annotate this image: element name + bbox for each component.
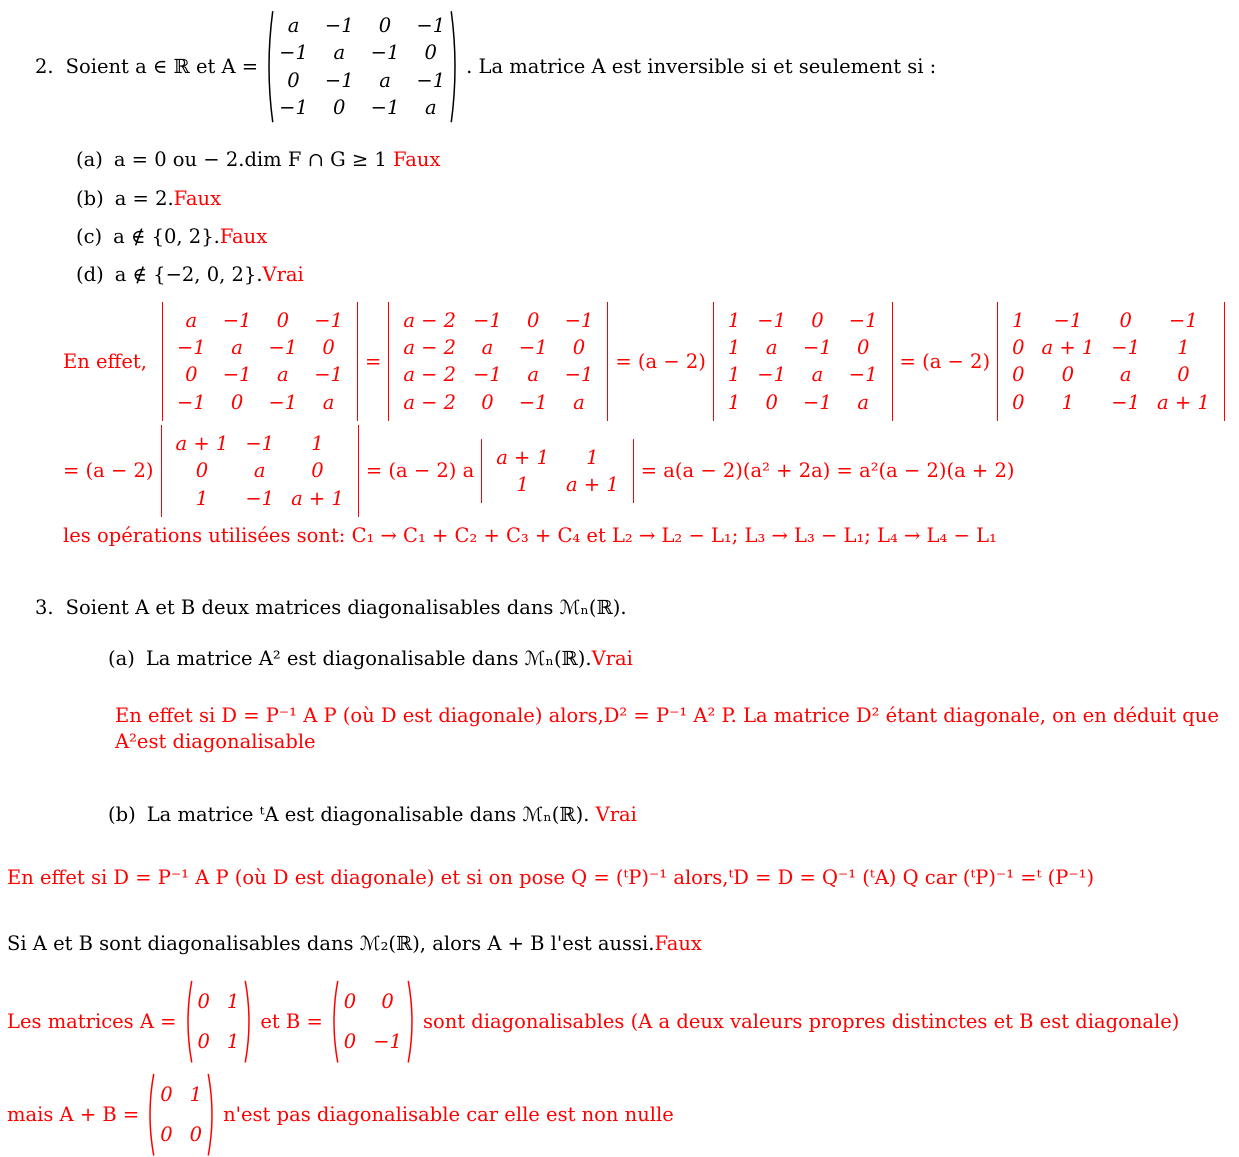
matrix-cell: a bbox=[322, 390, 335, 414]
matrix-cell: −1 bbox=[803, 336, 832, 360]
matrix-cell: −1 bbox=[473, 363, 502, 387]
proof-lead: En effet, bbox=[63, 349, 147, 373]
matrix-cell: 0 bbox=[311, 459, 324, 483]
counterexample-mid: et B = bbox=[260, 1009, 323, 1033]
choice-label: (c) bbox=[76, 225, 103, 249]
matrix-cell: 0 bbox=[322, 336, 335, 360]
determinant-1 bbox=[162, 302, 358, 421]
choice-text: La matrice ᵗA est diagonalisable dans ℳₙ(ℝ). bbox=[146, 802, 596, 826]
matrix-grid bbox=[171, 428, 349, 514]
determinant-3 bbox=[713, 302, 893, 421]
choice-label: (a) bbox=[108, 646, 135, 670]
operations-note: les opérations utilisées sont: C₁ → C₁ + C₂ + C₃ + C₄ et L₂ → L₂ − L₁; L₃ → L₃ − L₁; L₄ → L₄ − L₁ bbox=[63, 524, 997, 548]
matrix-cell: −1 bbox=[564, 308, 594, 332]
q3-choice-b bbox=[108, 802, 1239, 827]
matrix-cell: a + 1 bbox=[1157, 390, 1210, 414]
matrix-A-2x2 bbox=[183, 980, 255, 1063]
counterexample-line-2 bbox=[7, 1073, 1239, 1156]
matrix-cell: a − 2 bbox=[403, 363, 457, 387]
explanation-a: En effet si D = P⁻¹ A P (où D est diagonale) alors,D² = P⁻¹ A² P. La matrice D² étant diagonale, on en déduit que A²est diagonalisable bbox=[115, 704, 1219, 753]
matrix-cell: −1 bbox=[268, 336, 298, 360]
matrix-cell: −1 bbox=[373, 1029, 402, 1053]
matrix-cell: a bbox=[481, 336, 494, 360]
choice-b bbox=[76, 186, 1239, 211]
matrix-A bbox=[264, 10, 460, 123]
question-intro-text: Soient a ∈ ℝ et A = bbox=[65, 55, 259, 79]
left-paren-icon bbox=[264, 10, 274, 123]
matrix-cell: a bbox=[857, 390, 869, 414]
matrix-cell: a bbox=[231, 336, 243, 360]
determinant-2 bbox=[388, 302, 608, 421]
determinant-6 bbox=[481, 439, 634, 504]
choice-text: La matrice A² est diagonalisable dans ℳₙ(ℝ). bbox=[145, 646, 592, 670]
left-paren-icon bbox=[145, 1073, 155, 1156]
verdict: Faux bbox=[393, 148, 441, 172]
matrix-cell: −1 bbox=[268, 390, 298, 414]
matrix-grid bbox=[274, 10, 450, 123]
matrix-cell: a + 1 bbox=[291, 486, 344, 510]
matrix-B-2x2 bbox=[329, 980, 417, 1063]
matrix-grid bbox=[155, 1073, 207, 1156]
counterexample-pre: Les matrices A = bbox=[7, 1009, 177, 1033]
matrix-cell: a bbox=[379, 68, 391, 92]
equals-sign: = bbox=[364, 349, 382, 373]
matrix-cell: 1 bbox=[189, 1083, 203, 1107]
matrix-grid bbox=[193, 980, 245, 1063]
matrix-cell: a bbox=[573, 390, 585, 414]
matrix-cell: 0 bbox=[527, 308, 540, 332]
matrix-cell: 0 bbox=[333, 96, 346, 120]
matrix-cell: −1 bbox=[518, 390, 548, 414]
right-paren-icon bbox=[244, 980, 254, 1063]
sum-post: n'est pas diagonalisable car elle est non nulle bbox=[223, 1103, 674, 1127]
matrix-cell: 0 bbox=[185, 363, 198, 387]
matrix-cell: −1 bbox=[1169, 308, 1198, 332]
right-paren-icon bbox=[450, 10, 460, 123]
matrix-cell: −1 bbox=[1111, 336, 1141, 360]
matrix-cell: −1 bbox=[279, 96, 308, 120]
matrix-cell: −1 bbox=[245, 432, 275, 456]
factor-term: = (a − 2) bbox=[63, 459, 154, 483]
matrix-cell: 0 bbox=[424, 41, 437, 65]
matrix-cell: −1 bbox=[324, 14, 354, 37]
verdict: Faux bbox=[173, 186, 222, 210]
verdict: Vrai bbox=[591, 646, 633, 670]
choice-label: (b) bbox=[76, 186, 104, 210]
matrix-cell: 0 bbox=[276, 308, 290, 332]
explanation-b: En effet si D = P⁻¹ A P (où D est diagonale) et si on pose Q = (ᵗP)⁻¹ alors,ᵗD = D = Q⁻¹ (ᵗA) Q car (ᵗP)⁻¹ =ᵗ (P⁻¹) bbox=[7, 866, 1095, 890]
choice-text: a = 0 ou − 2.dim F ∩ G ≥ 1 bbox=[113, 148, 394, 172]
matrix-cell: 0 bbox=[197, 1029, 210, 1053]
matrix-cell: −1 bbox=[564, 363, 594, 387]
matrix-cell: 0 bbox=[1177, 363, 1190, 387]
verdict: Faux bbox=[654, 931, 702, 955]
matrix-cell: −1 bbox=[416, 68, 446, 92]
matrix-cell: 1 bbox=[1012, 308, 1025, 332]
choice-text: a ∉ {0, 2}. bbox=[113, 225, 220, 249]
matrix-cell: 0 bbox=[765, 390, 778, 414]
matrix-cell: 1 bbox=[1177, 336, 1190, 360]
matrix-cell: 0 bbox=[195, 459, 209, 483]
matrix-cell: 0 bbox=[1012, 363, 1025, 387]
matrix-cell: 0 bbox=[1012, 390, 1025, 414]
matrix-cell: a bbox=[811, 363, 824, 387]
choice-a bbox=[76, 147, 1239, 172]
matrix-cell: 1 bbox=[226, 1029, 240, 1053]
matrix-grid bbox=[723, 305, 883, 418]
matrix-cell: 1 bbox=[1061, 390, 1075, 414]
q3-statement-c bbox=[7, 931, 1239, 956]
matrix-cell: 0 bbox=[160, 1083, 173, 1107]
statement-text: Si A et B sont diagonalisables dans ℳ₂(ℝ), alors A + B l'est aussi. bbox=[7, 931, 655, 955]
question-statement: . La matrice A est inversible si et seulement si : bbox=[466, 55, 937, 79]
right-paren-icon bbox=[207, 1073, 217, 1156]
matrix-cell: 0 bbox=[856, 336, 870, 360]
matrix-cell: −1 bbox=[176, 390, 206, 414]
matrix-cell: 1 bbox=[311, 432, 324, 456]
counterexample-post: sont diagonalisables (A a deux valeurs propres distinctes et B est diagonale) bbox=[422, 1009, 1180, 1033]
matrix-cell: a bbox=[185, 308, 198, 332]
matrix-cell: −1 bbox=[1111, 390, 1141, 414]
question-intro-text: Soient A et B deux matrices diagonalisables dans ℳₙ(ℝ). bbox=[65, 595, 627, 619]
question-2-intro bbox=[35, 10, 1239, 123]
matrix-grid bbox=[398, 305, 598, 418]
matrix-cell: a + 1 bbox=[1041, 336, 1095, 360]
matrix-cell: 0 bbox=[381, 990, 394, 1014]
matrix-cell: a bbox=[253, 459, 266, 483]
matrix-cell: −1 bbox=[473, 308, 502, 332]
proof-line-2 bbox=[63, 425, 1239, 517]
matrix-cell: a − 2 bbox=[403, 390, 457, 414]
matrix-cell: a bbox=[1119, 363, 1132, 387]
matrix-cell: a + 1 bbox=[565, 473, 619, 497]
matrix-cell: a bbox=[287, 14, 300, 37]
matrix-cell: 1 bbox=[727, 308, 741, 332]
document-page bbox=[0, 10, 1239, 1147]
matrix-cell: a − 2 bbox=[403, 336, 457, 360]
matrix-cell: 0 bbox=[160, 1123, 173, 1147]
matrix-cell: −1 bbox=[518, 336, 548, 360]
matrix-cell: 1 bbox=[727, 363, 741, 387]
choice-label: (d) bbox=[76, 263, 104, 287]
matrix-cell: −1 bbox=[416, 14, 446, 37]
proof-line-1 bbox=[63, 302, 1239, 421]
verdict: Vrai bbox=[262, 263, 304, 287]
sum-pre: mais A + B = bbox=[7, 1103, 140, 1127]
matrix-cell: a bbox=[527, 363, 540, 387]
matrix-cell: 0 bbox=[378, 14, 392, 37]
answer-choices bbox=[76, 147, 1239, 287]
left-paren-icon bbox=[183, 980, 193, 1063]
determinant-5 bbox=[161, 425, 359, 517]
matrix-cell: 0 bbox=[287, 68, 300, 92]
matrix-cell: −1 bbox=[279, 41, 308, 65]
matrix-cell: 1 bbox=[586, 445, 599, 469]
matrix-cell: −1 bbox=[848, 308, 878, 332]
matrix-cell: 0 bbox=[481, 390, 494, 414]
matrix-cell: −1 bbox=[222, 308, 252, 332]
matrix-cell: −1 bbox=[803, 390, 832, 414]
choice-text: a = 2. bbox=[114, 186, 174, 210]
matrix-cell: −1 bbox=[1053, 308, 1083, 332]
factor-term: = (a − 2) a bbox=[365, 459, 475, 483]
factor-term: = (a − 2) bbox=[899, 349, 991, 373]
matrix-cell: 0 bbox=[1061, 363, 1075, 387]
matrix-cell: a + 1 bbox=[496, 445, 549, 469]
matrix-cell: 1 bbox=[516, 473, 529, 497]
left-paren-icon bbox=[329, 980, 339, 1063]
matrix-cell: 0 bbox=[230, 390, 244, 414]
matrix-cell: −1 bbox=[757, 308, 787, 332]
matrix-cell: −1 bbox=[757, 363, 787, 387]
matrix-cell: 0 bbox=[343, 990, 357, 1014]
final-factorization: = a(a − 2)(a² + 2a) = a²(a − 2)(a + 2) bbox=[640, 459, 1015, 483]
verdict: Faux bbox=[219, 225, 268, 249]
matrix-cell: 0 bbox=[572, 336, 586, 360]
matrix-cell: 1 bbox=[226, 990, 240, 1014]
matrix-cell: a bbox=[333, 41, 346, 65]
factor-term: = (a − 2) bbox=[615, 349, 706, 373]
matrix-cell: 1 bbox=[727, 336, 741, 360]
matrix-cell: −1 bbox=[314, 308, 343, 332]
verdict: Vrai bbox=[595, 802, 637, 826]
matrix-cell: a bbox=[765, 336, 778, 360]
matrix-cell: 0 bbox=[1119, 308, 1132, 332]
question-3-intro bbox=[35, 595, 1239, 620]
choice-d bbox=[76, 262, 1239, 287]
matrix-cell: −1 bbox=[848, 363, 878, 387]
matrix-cell: a bbox=[277, 363, 289, 387]
choice-label: (b) bbox=[108, 802, 136, 826]
right-paren-icon bbox=[407, 980, 417, 1063]
matrix-cell: 1 bbox=[195, 486, 209, 510]
matrix-cell: −1 bbox=[314, 363, 343, 387]
counterexample-line-1 bbox=[7, 980, 1239, 1063]
matrix-cell: −1 bbox=[324, 68, 354, 92]
matrix-cell: 0 bbox=[189, 1123, 203, 1147]
matrix-grid bbox=[339, 980, 407, 1063]
matrix-cell: 0 bbox=[197, 990, 210, 1014]
matrix-cell: a + 1 bbox=[175, 432, 229, 456]
matrix-grid bbox=[172, 305, 348, 418]
matrix-grid bbox=[491, 442, 624, 501]
matrix-cell: 1 bbox=[727, 390, 741, 414]
q3-choice-a bbox=[108, 646, 1239, 671]
matrix-cell: −1 bbox=[370, 41, 400, 65]
matrix-cell: −1 bbox=[222, 363, 252, 387]
determinant-4 bbox=[997, 302, 1225, 421]
matrix-cell: 0 bbox=[1012, 336, 1025, 360]
matrix-cell: −1 bbox=[245, 486, 275, 510]
matrix-cell: −1 bbox=[370, 96, 400, 120]
question-number: 3. bbox=[35, 595, 54, 619]
matrix-grid bbox=[1007, 305, 1215, 418]
choice-label: (a) bbox=[76, 148, 103, 172]
matrix-cell: 0 bbox=[343, 1029, 357, 1053]
choice-text: a ∉ {−2, 0, 2}. bbox=[114, 263, 263, 287]
matrix-cell: a bbox=[424, 96, 437, 120]
choice-c bbox=[76, 224, 1239, 249]
matrix-cell: 0 bbox=[811, 308, 824, 332]
matrix-cell: −1 bbox=[176, 336, 206, 360]
matrix-sum-2x2 bbox=[145, 1073, 217, 1156]
matrix-cell: a − 2 bbox=[403, 308, 457, 332]
question-number: 2. bbox=[35, 55, 54, 79]
